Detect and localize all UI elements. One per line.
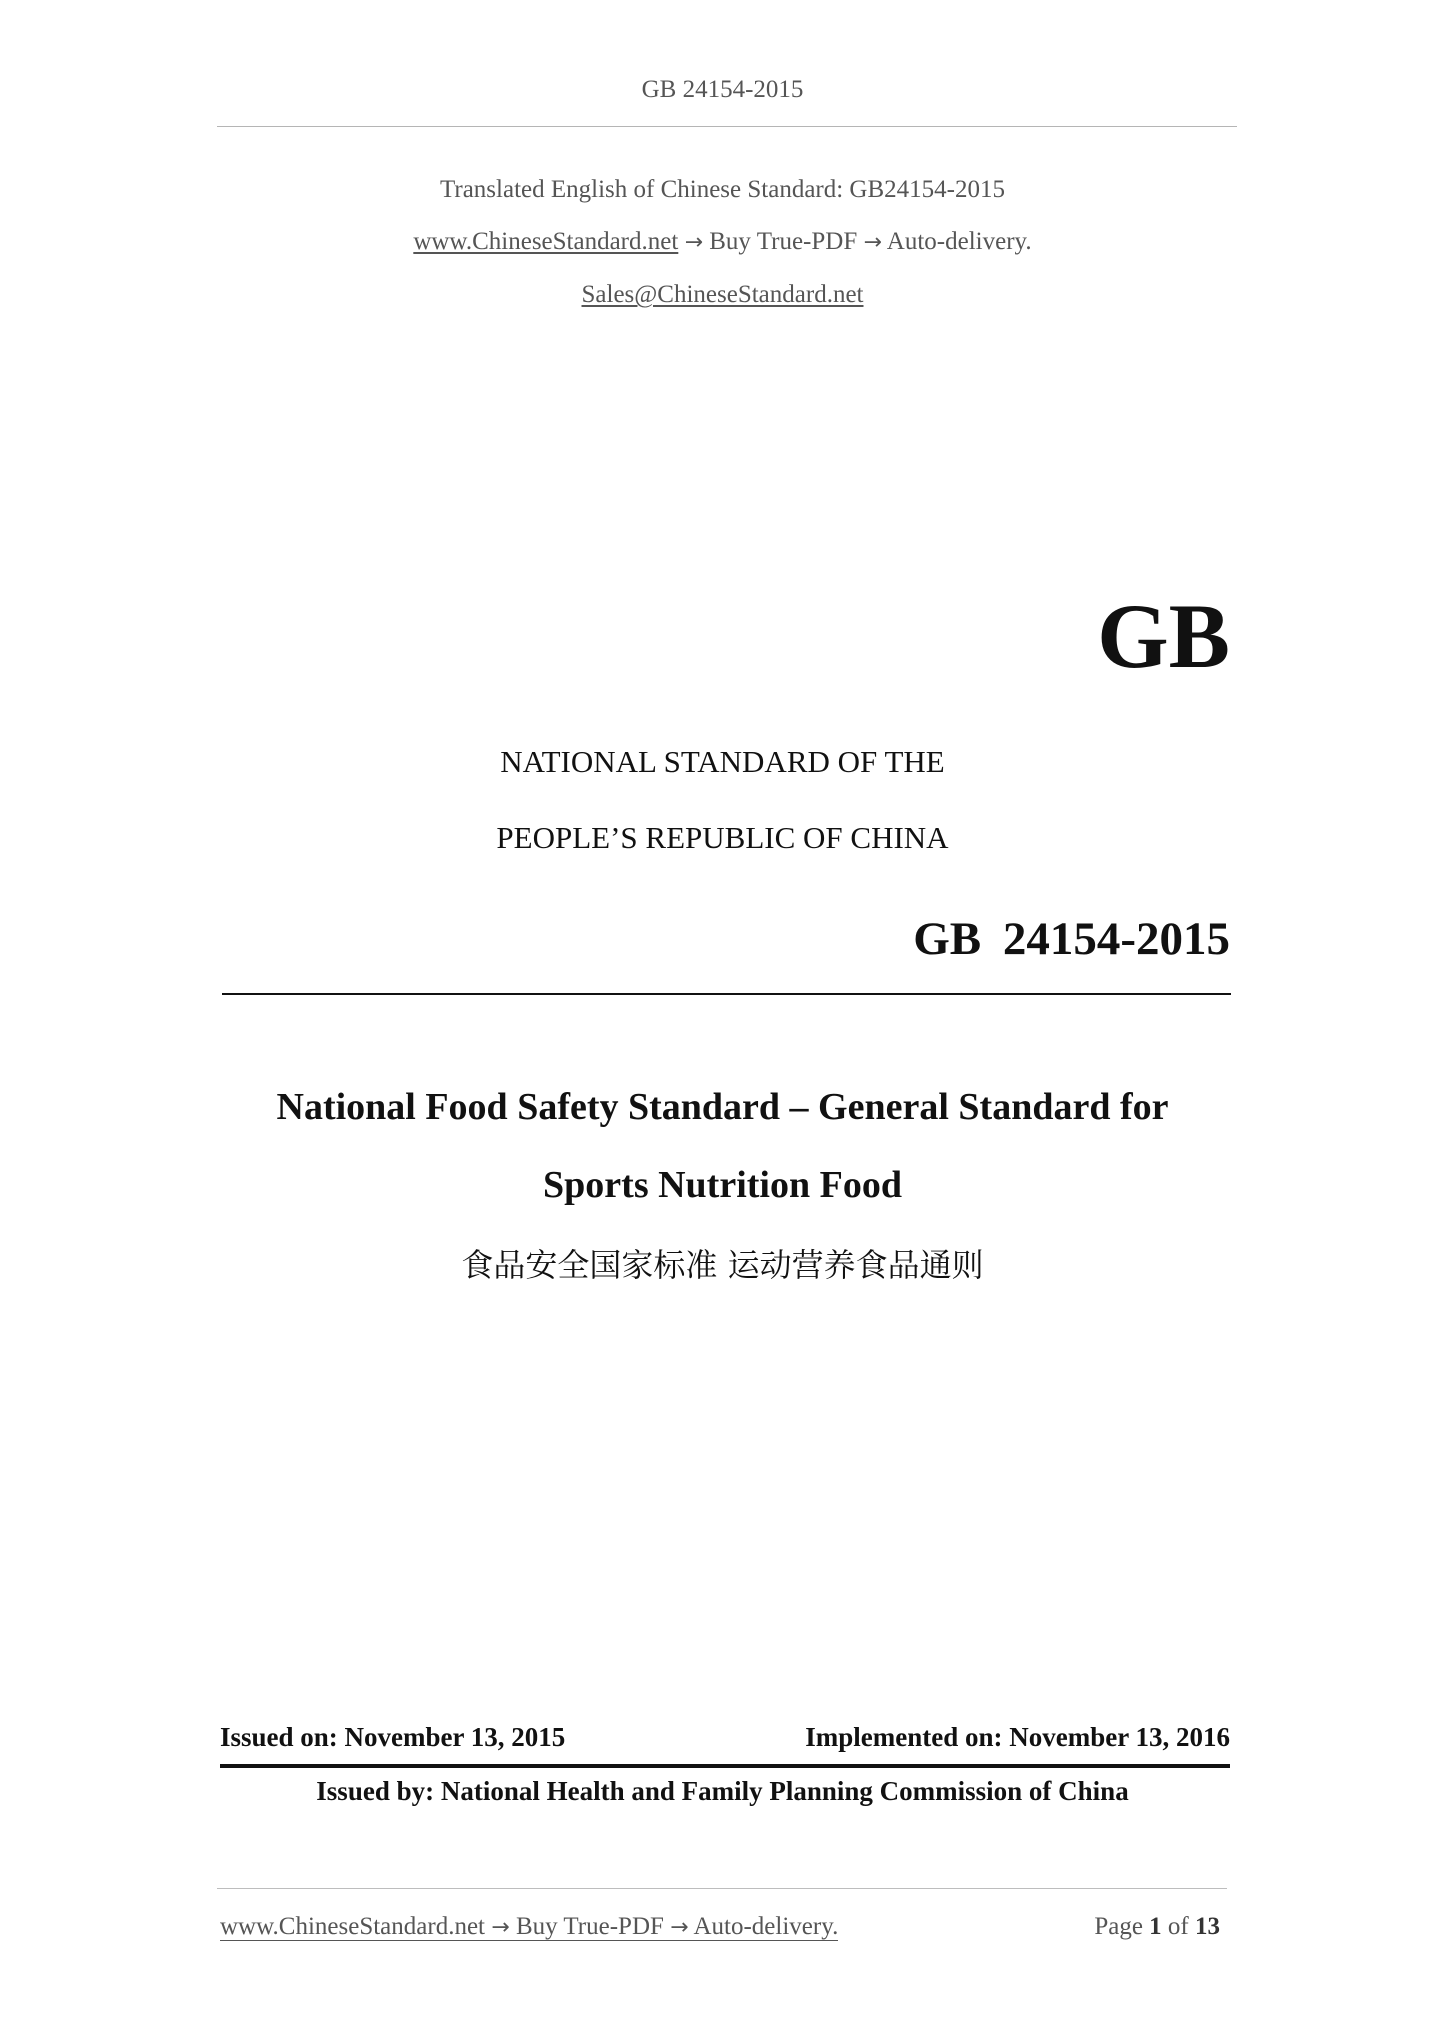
dates-divider <box>220 1764 1230 1768</box>
issued-on-date: Issued on: November 13, 2015 <box>220 1722 566 1752</box>
purchase-line <box>0 228 1445 256</box>
arrow-icon: → <box>863 230 882 255</box>
footer-buy-pdf-label[interactable]: Buy True-PDF <box>515 1913 664 1940</box>
gb-mark: GB <box>1097 585 1230 687</box>
page-indicator <box>1094 1913 1220 1941</box>
site-link[interactable]: www.ChineseStandard.net <box>413 228 679 255</box>
national-standard-line2: PEOPLE’S REPUBLIC OF CHINA <box>496 820 949 855</box>
footer-purchase-line <box>220 1913 838 1941</box>
standard-number-divider <box>222 993 1231 995</box>
issuing-authority: Issued by: National Health and Family Planning Commission of China <box>316 1776 1129 1806</box>
title-chinese: 食品安全国家标准 运动营养食品通则 <box>461 1246 984 1284</box>
running-header: GB 24154-2015 <box>641 76 804 103</box>
footer-site-link[interactable]: www.ChineseStandard.net <box>220 1913 485 1940</box>
page-total: 13 <box>1195 1913 1220 1940</box>
page-label: Page <box>1094 1913 1143 1940</box>
auto-delivery-label: Auto-delivery. <box>886 228 1032 255</box>
arrow-icon: → <box>684 230 703 255</box>
translation-note: Translated English of Chinese Standard: GB24154-2015 <box>439 176 1005 203</box>
national-standard-line1: NATIONAL STANDARD OF THE <box>500 744 945 779</box>
page-current: 1 <box>1149 1913 1162 1940</box>
sales-email-link[interactable]: Sales@ChineseStandard.net <box>581 281 864 308</box>
of-label: of <box>1167 1913 1189 1940</box>
standard-number: GB 24154-2015 <box>913 913 1230 965</box>
arrow-icon: → <box>670 1915 689 1940</box>
implemented-on-date: Implemented on: November 13, 2016 <box>805 1722 1230 1752</box>
buy-pdf-label: Buy True-PDF <box>709 228 858 255</box>
arrow-icon: → <box>491 1915 510 1940</box>
email-line <box>0 281 1445 309</box>
footer-divider <box>217 1888 1227 1889</box>
header-divider <box>217 126 1237 127</box>
title-english-line2: Sports Nutrition Food <box>543 1164 902 1206</box>
footer-auto-delivery-label[interactable]: Auto-delivery. <box>693 1913 839 1940</box>
title-english-line1: National Food Safety Standard – General Standard for <box>276 1086 1169 1128</box>
